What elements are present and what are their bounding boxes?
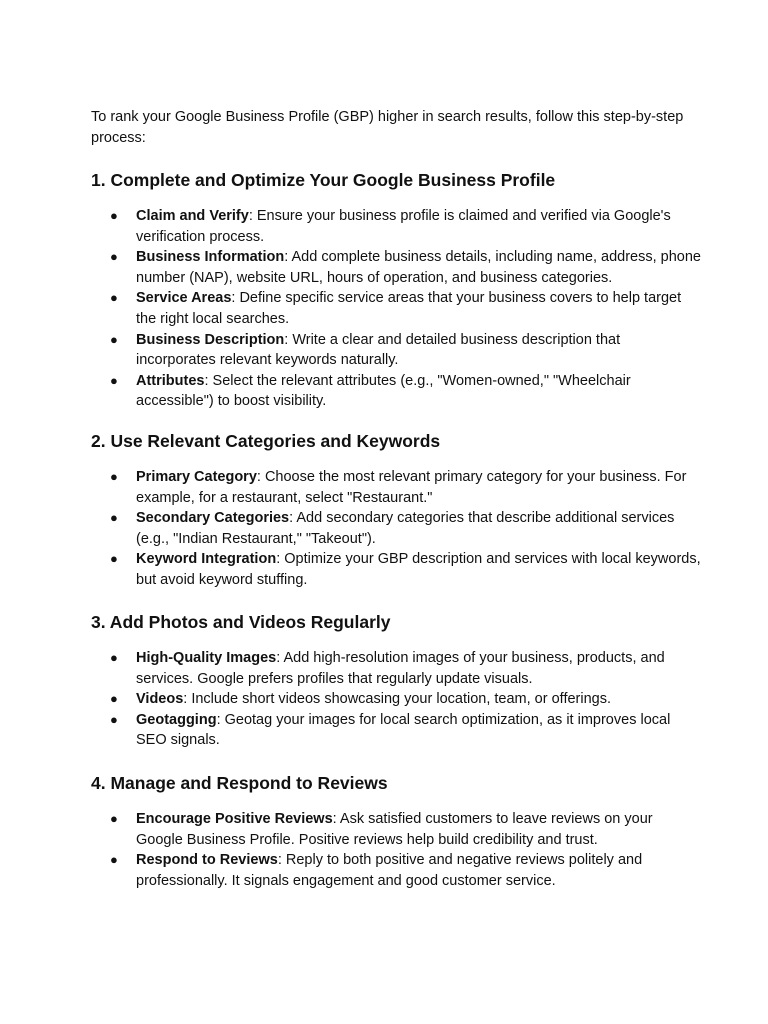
list-item [91, 850, 701, 891]
item-text: : Define specific service areas that your business covers to help target the right local searches. [136, 290, 682, 327]
list-item [91, 467, 701, 508]
bullet-icon: ● [110, 208, 118, 223]
item-text: : Add secondary categories that describe additional services (e.g., "Indian Restaurant," "Takeout"). [136, 510, 675, 547]
bullet-list [91, 206, 701, 412]
bullet-icon: ● [110, 249, 118, 265]
item-term: Attributes [136, 372, 205, 389]
item-term: Secondary Categories [136, 510, 290, 527]
item-term: Geotagging [136, 711, 217, 728]
bullet-icon: ● [110, 711, 118, 727]
list-item [91, 288, 701, 329]
bullet-list [91, 648, 701, 751]
section-complete-optimize [91, 169, 701, 412]
item-text: : Optimize your GBP description and services with local keywords, but avoid keyword stuffing. [136, 551, 701, 588]
item-term: Videos [136, 691, 184, 708]
section-heading: 1. Complete and Optimize Your Google Business Profile [91, 170, 556, 190]
bullet-icon: ● [110, 650, 118, 665]
list-item [91, 371, 701, 412]
item-term: Claim and Verify [136, 208, 249, 224]
bullet-list [91, 467, 701, 591]
item-text: : Add complete business details, including name, address, phone number (NAP), website URL, hours of operation, and business categories. [136, 249, 701, 286]
bullet-list [91, 809, 701, 891]
item-text: : Include short videos showcasing your location, team, or offerings. [183, 691, 611, 708]
item-text: : Add high-resolution images of your business, products, and services. Google prefers profiles that regularly update visuals. [136, 650, 665, 687]
list-item [91, 330, 701, 371]
document-page [91, 107, 701, 889]
item-text: : Ensure your business profile is claimed and verified via Google's verification process. [136, 208, 671, 245]
section-heading: 3. Add Photos and Videos Regularly [91, 612, 391, 632]
list-item [91, 549, 701, 590]
section-reviews [91, 772, 701, 891]
section-heading: 4. Manage and Respond to Reviews [91, 773, 388, 793]
bullet-icon: ● [110, 469, 118, 484]
bullet-icon: ● [110, 691, 118, 707]
item-term: High-Quality Images [136, 650, 277, 666]
item-term: Service Areas [136, 290, 232, 307]
item-term: Primary Category [136, 469, 257, 485]
bullet-icon: ● [110, 290, 118, 306]
bullet-icon: ● [110, 331, 118, 347]
item-text: : Select the relevant attributes (e.g., "Women-owned," "Wheelchair accessible") to boost visibility. [136, 372, 631, 410]
bullet-icon: ● [110, 811, 118, 826]
item-text: : Ask satisfied customers to leave reviews on your Google Business Profile. Positive reviews help build credibility and trust. [136, 811, 653, 848]
item-text: : Choose the most relevant primary category for your business. For example, for a restaurant, select "Restaurant." [136, 469, 687, 506]
bullet-icon: ● [110, 551, 118, 567]
item-text: : Write a clear and detailed business description that incorporates relevant keywords naturally. [136, 331, 621, 369]
item-text: : Reply to both positive and negative reviews politely and professionally. It signals engagement and good customer service. [136, 852, 643, 889]
bullet-icon: ● [110, 510, 118, 526]
bullet-icon: ● [110, 372, 118, 388]
item-term: Business Description [136, 331, 285, 348]
list-item [91, 648, 701, 689]
item-term: Respond to Reviews [136, 852, 278, 869]
section-photos-videos [91, 611, 701, 751]
section-heading: 2. Use Relevant Categories and Keywords [91, 431, 441, 451]
list-item [91, 247, 701, 288]
list-item [91, 689, 701, 710]
bullet-icon: ● [110, 852, 118, 868]
list-item [91, 809, 701, 850]
list-item [91, 508, 701, 549]
item-text: : Geotag your images for local search optimization, as it improves local SEO signals. [136, 711, 671, 749]
section-categories-keywords [91, 430, 701, 591]
list-item [91, 710, 701, 751]
item-term: Keyword Integration [136, 551, 277, 568]
item-term: Encourage Positive Reviews [136, 811, 333, 827]
list-item [91, 206, 701, 247]
intro-paragraph: To rank your Google Business Profile (GBP) higher in search results, follow this step-by-step process: [91, 109, 684, 146]
item-term: Business Information [136, 249, 285, 266]
